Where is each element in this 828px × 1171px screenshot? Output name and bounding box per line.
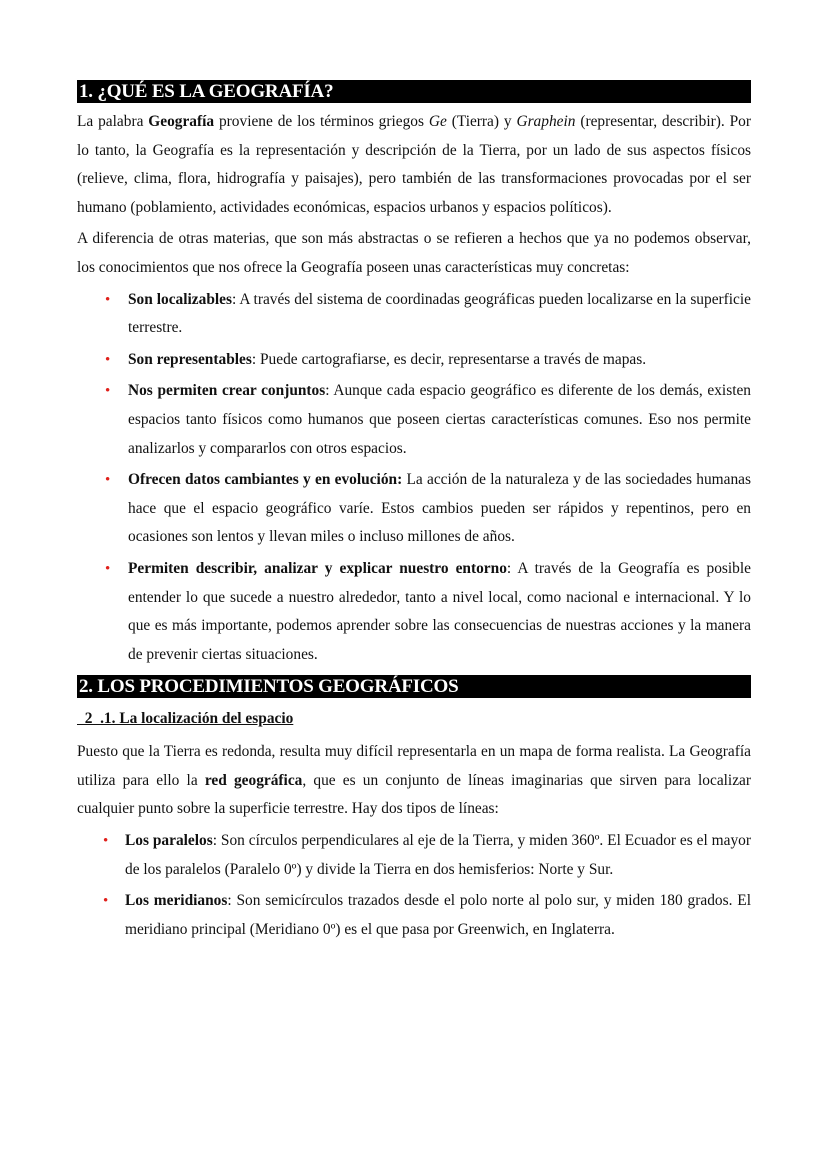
bold-term: red geográfica: [204, 771, 303, 789]
bullet-icon: •: [103, 833, 109, 850]
document-page: [77, 80, 751, 947]
section-1-paragraph-1: [77, 108, 751, 222]
text: (representar, describir). Por lo tanto, la Geografía es la representación y descripción de la Tierra, por un lado de sus aspectos físicos (relieve, clima, flora, hidrografía y paisajes), pero también de las transformaciones provocadas por el ser humano (poblamiento, actividades económicas, espacios urbanos y espacios políticos).: [77, 113, 751, 216]
item-text: : Son semicírculos trazados desde el polo norte al polo sur, y miden 180 grados. El meridiano principal (Meridiano 0º) es el que pasa por Greenwich, en Inglaterra.: [125, 892, 751, 938]
section-2-paragraph-1: [77, 738, 751, 824]
bullet-icon: •: [105, 291, 111, 308]
italic-term: Graphein: [516, 113, 576, 130]
section-2-bullet-list: [77, 827, 751, 944]
text: La palabra: [77, 113, 149, 130]
list-item: [103, 887, 751, 944]
item-term: Los meridianos: [125, 892, 228, 910]
text: proviene de los términos griegos: [214, 113, 429, 130]
bullet-icon: •: [105, 560, 111, 577]
bullet-icon: •: [105, 351, 111, 368]
text: , que es un conjunto de líneas imaginarias que sirven para localizar cualquier punto sobre la superficie terrestre. Hay dos tipos de líneas:: [77, 771, 751, 818]
section-2-1-subheading: 2 .1. La localización del espacio: [77, 710, 294, 728]
item-text: La acción de la naturaleza y de las sociedades humanas hace que el espacio geográfico varíe. Estos cambios pueden ser rápidos y repentinos, pero en ocasiones son lentos y llevan miles o incluso millones de años.: [128, 471, 751, 546]
italic-term: Ge: [428, 113, 447, 130]
item-term: Nos permiten crear conjuntos: [128, 382, 326, 400]
section-1-heading: 1. ¿QUÉ ES LA GEOGRAFÍA?: [77, 80, 751, 103]
list-item: [105, 466, 751, 552]
item-term: Son localizables: [128, 290, 232, 308]
section-2-heading: 2. LOS PROCEDIMIENTOS GEOGRÁFICOS: [77, 675, 751, 698]
text: (Tierra) y: [446, 113, 517, 130]
item-term: Los paralelos: [125, 832, 213, 850]
item-text: : Son círculos perpendiculares al eje de la Tierra, y miden 360º. El Ecuador es el mayor de los paralelos (Paralelo 0º) y divide la Tierra en dos hemisferios: Norte y Sur.: [125, 832, 752, 878]
section-1-paragraph-2: A diferencia de otras materias, que son más abstractas o se refieren a hechos que ya no podemos observar, los conocimientos que nos ofrece la Geografía poseen unas características muy concretas:: [77, 230, 751, 276]
item-term: Permiten describir, analizar y explicar nuestro entorno: [128, 559, 507, 577]
item-text: : Puede cartografiarse, es decir, representarse a través de mapas.: [251, 350, 647, 368]
item-text: : Aunque cada espacio geográfico es diferente de los demás, existen espacios tanto físicos como humanos que poseen ciertas características comunes. Eso nos permite analizarlos y compararlos con otros espacios.: [128, 382, 751, 457]
item-term: Ofrecen datos cambiantes y en evolución:: [128, 471, 403, 489]
item-text: : A través de la Geografía es posible entender lo que sucede a nuestro alrededor, tanto a nivel local, como nacional e internacional. Y lo que es más importante, podemos aprender sobre las consecuencias de nuestras acciones y la manera de prevenir ciertas situaciones.: [128, 559, 751, 663]
bullet-icon: •: [105, 383, 111, 400]
item-text: : A través del sistema de coordinadas geográficas pueden localizarse en la superficie terrestre.: [128, 290, 751, 337]
list-item: [105, 555, 751, 669]
bullet-icon: •: [103, 893, 109, 910]
list-item: [105, 346, 751, 375]
list-item: [105, 377, 751, 463]
text: Puesto que la Tierra es redonda, resulta muy difícil representarla en un mapa de forma realista. La Geografía utiliza para ello la: [77, 743, 751, 789]
section-1-bullet-list: [77, 286, 751, 670]
item-term: Son representables: [128, 350, 252, 368]
list-item: [103, 827, 752, 884]
bold-term: Geografía: [148, 113, 215, 130]
list-item: [105, 286, 751, 343]
bullet-icon: •: [105, 472, 111, 489]
